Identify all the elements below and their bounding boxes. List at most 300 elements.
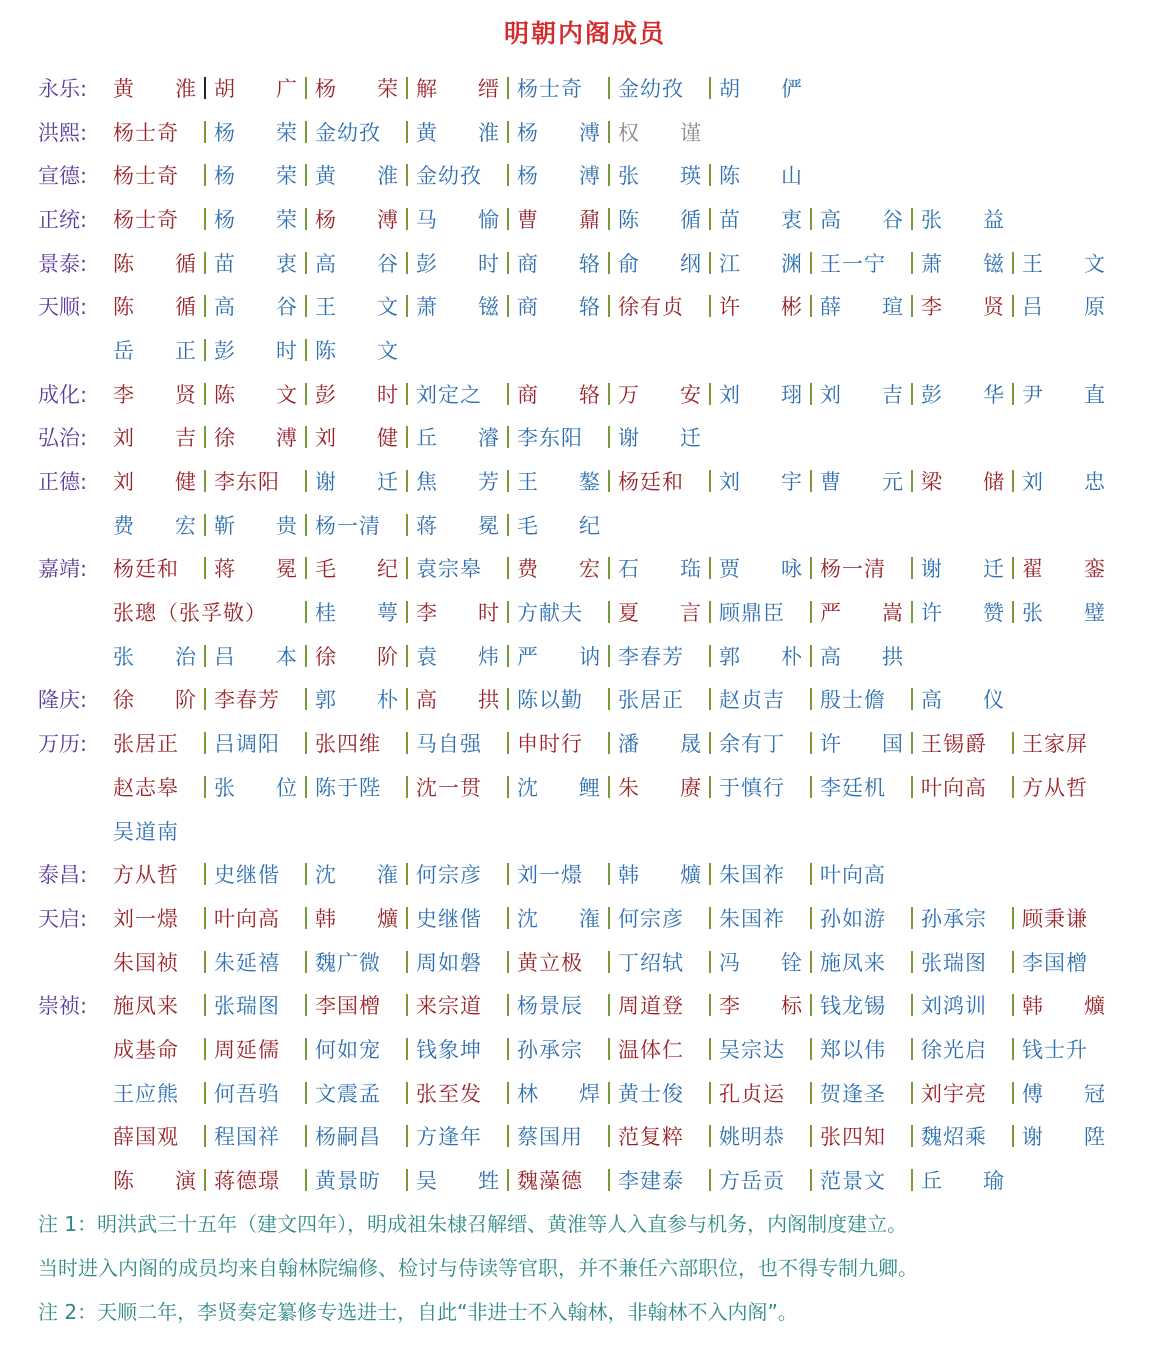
member-name: 徐 溥: [214, 426, 297, 451]
member-name: 商 辂: [517, 295, 600, 320]
member-list: [113, 422, 701, 452]
divider: [305, 426, 307, 448]
member-name: 刘宇亮: [921, 1081, 987, 1106]
divider: [507, 1125, 509, 1147]
member-list: [113, 117, 701, 147]
member-name: 李东阳: [517, 426, 583, 451]
member-name: 陈于陛: [315, 775, 381, 800]
member-name: 刘鸿训: [921, 994, 987, 1019]
member-list: [113, 990, 1105, 1020]
member-name: 施凤来: [113, 994, 179, 1019]
member-name: 袁 炜: [416, 644, 499, 669]
divider: [406, 470, 408, 492]
member-name: 许 赞: [921, 601, 1004, 626]
divider: [406, 645, 408, 667]
divider: [305, 164, 307, 186]
era-label: 弘治:: [38, 426, 88, 451]
era-label: 天启:: [38, 906, 88, 931]
divider: [810, 252, 812, 274]
member-name: 何吾驺: [214, 1081, 280, 1106]
member-name: 张 位: [214, 775, 297, 800]
member-name: 王 鏊: [517, 470, 600, 495]
divider: [1012, 1082, 1014, 1104]
member-name: 李建泰: [618, 1169, 684, 1194]
divider: [911, 732, 913, 754]
member-name: 杨嗣昌: [315, 1125, 381, 1150]
member-name: 王一宁: [820, 251, 886, 276]
member-name: 杨 溥: [517, 164, 600, 189]
member-name: 俞 纲: [618, 251, 701, 276]
divider: [608, 907, 610, 929]
member-name: 李 时: [416, 601, 499, 626]
member-name: 刘 健: [113, 470, 196, 495]
divider: [911, 1169, 913, 1191]
member-name: 刘一燝: [113, 906, 179, 931]
divider: [204, 383, 206, 405]
divider: [608, 601, 610, 623]
member-name: 孙承宗: [921, 906, 987, 931]
member-name: 谢 陞: [1022, 1125, 1105, 1150]
member-name: 黄 淮: [113, 76, 196, 101]
member-name: 李春芳: [618, 644, 684, 669]
divider: [608, 426, 610, 448]
member-list: [113, 859, 903, 889]
divider: [305, 1169, 307, 1191]
member-name: 陈 文: [214, 382, 297, 407]
member-name: 薛国观: [113, 1125, 179, 1150]
divider: [911, 601, 913, 623]
member-name: 靳 贵: [214, 513, 297, 538]
member-name: 何宗彦: [416, 863, 482, 888]
divider: [709, 208, 711, 230]
divider: [305, 951, 307, 973]
member-name: 郭 朴: [315, 688, 398, 713]
divider: [810, 645, 812, 667]
divider: [608, 121, 610, 143]
member-name: 王 文: [315, 295, 398, 320]
divider: [608, 994, 610, 1016]
divider: [709, 557, 711, 579]
divider: [608, 1125, 610, 1147]
member-name: 苗 衷: [214, 251, 297, 276]
member-name: 杨一清: [315, 513, 381, 538]
divider: [709, 1125, 711, 1147]
divider: [608, 1038, 610, 1060]
member-name: 郑以伟: [820, 1037, 886, 1062]
divider: [204, 470, 206, 492]
divider: [507, 951, 509, 973]
member-name: 杨 荣: [214, 164, 297, 189]
divider: [507, 77, 509, 99]
member-name: 刘 忠: [1022, 470, 1105, 495]
member-name: 张 瑛: [618, 164, 701, 189]
divider: [709, 383, 711, 405]
divider: [507, 1169, 509, 1191]
member-name: 马自强: [416, 732, 482, 757]
divider: [608, 645, 610, 667]
divider: [810, 907, 812, 929]
member-name: 陈 循: [618, 207, 701, 232]
divider: [305, 77, 307, 99]
divider: [810, 295, 812, 317]
member-list: [113, 1121, 1105, 1151]
member-name: 萧 镃: [416, 295, 499, 320]
era-label: 永乐:: [38, 76, 88, 101]
member-list: [113, 1034, 1105, 1064]
member-name: 方献夫: [517, 601, 583, 626]
member-name: 商 辂: [517, 251, 600, 276]
divider: [406, 951, 408, 973]
divider: [1012, 951, 1014, 973]
member-list: [113, 510, 600, 540]
divider: [608, 688, 610, 710]
divider: [911, 951, 913, 973]
divider: [1012, 557, 1014, 579]
member-list: [113, 1078, 1105, 1108]
divider: [810, 383, 812, 405]
member-name: 吕 原: [1022, 295, 1105, 320]
divider: [810, 1082, 812, 1104]
divider: [507, 776, 509, 798]
member-name: 彭 时: [214, 338, 297, 363]
member-name: 谢 迁: [618, 426, 701, 451]
member-name: 方从哲: [113, 863, 179, 888]
divider: [204, 514, 206, 536]
member-name: 万 安: [618, 382, 701, 407]
member-name: 杨士奇: [113, 164, 179, 189]
member-name: 高 谷: [820, 207, 903, 232]
member-name: 丘 瑜: [921, 1169, 1004, 1194]
member-name: 陈 循: [113, 295, 196, 320]
divider: [204, 1169, 206, 1191]
member-name: 陈 循: [113, 251, 196, 276]
member-name: 金幼孜: [416, 164, 482, 189]
member-name: 石 珤: [618, 557, 701, 582]
member-name: 焦 芳: [416, 470, 499, 495]
member-name: 周延儒: [214, 1037, 280, 1062]
note-1: 注 1：明洪武三十五年（建文四年），明成祖朱棣召解缙、黄淮等人入直参与机务，内阁制度建立。: [38, 1212, 908, 1236]
member-name: 杨士奇: [113, 120, 179, 145]
divider: [204, 1038, 206, 1060]
member-name: 殷士儋: [820, 688, 886, 713]
member-name: 韩 爌: [315, 906, 398, 931]
member-name: 严 嵩: [820, 601, 903, 626]
divider: [406, 295, 408, 317]
member-name: 高 谷: [315, 251, 398, 276]
divider: [305, 645, 307, 667]
divider: [204, 1125, 206, 1147]
member-name: 韩 爌: [618, 863, 701, 888]
divider: [1012, 252, 1014, 274]
notes-section: [38, 1202, 918, 1334]
divider: [305, 470, 307, 492]
member-name: 许 彬: [719, 295, 802, 320]
member-name: 黄景昉: [315, 1169, 381, 1194]
member-name: 张璁（张孚敬）: [113, 601, 267, 626]
member-name: 李廷机: [820, 775, 886, 800]
divider: [709, 1169, 711, 1191]
member-name: 胡 俨: [719, 76, 802, 101]
divider: [608, 951, 610, 973]
member-name: 林 焊: [517, 1081, 600, 1106]
divider: [204, 295, 206, 317]
divider: [204, 208, 206, 230]
era-label: 嘉靖:: [38, 557, 88, 582]
member-name: 杨 荣: [214, 207, 297, 232]
divider: [810, 601, 812, 623]
divider: [305, 994, 307, 1016]
divider: [810, 557, 812, 579]
member-name: 顾鼎臣: [719, 601, 785, 626]
divider: [305, 732, 307, 754]
divider: [305, 514, 307, 536]
member-name: 陈 演: [113, 1169, 196, 1194]
member-name: 马 愉: [416, 207, 499, 232]
member-list: [113, 641, 903, 671]
member-name: 方从哲: [1022, 775, 1088, 800]
member-name: 徐 阶: [113, 688, 196, 713]
member-name: 梁 储: [921, 470, 1004, 495]
divider: [406, 863, 408, 885]
member-name: 萧 镃: [921, 251, 1004, 276]
member-name: 温体仁: [618, 1037, 684, 1062]
divider: [406, 1082, 408, 1104]
member-name: 沈 鲤: [517, 775, 600, 800]
divider: [810, 1169, 812, 1191]
member-name: 孙如游: [820, 906, 886, 931]
member-name: 苗 衷: [719, 207, 802, 232]
member-name: 陈 山: [719, 164, 802, 189]
divider: [204, 339, 206, 361]
member-name: 杨士奇: [113, 207, 179, 232]
member-name: 孙承宗: [517, 1037, 583, 1062]
divider: [507, 121, 509, 143]
divider: [1012, 907, 1014, 929]
member-name: 钱士升: [1022, 1037, 1088, 1062]
divider: [608, 77, 610, 99]
member-list: [113, 73, 802, 103]
member-name: 何宗彦: [618, 906, 684, 931]
member-name: 谢 迁: [921, 557, 1004, 582]
era-label: 正德:: [38, 470, 88, 495]
divider: [507, 732, 509, 754]
member-name: 严 讷: [517, 644, 600, 669]
member-name: 钱象坤: [416, 1037, 482, 1062]
member-name: 蒋 冕: [416, 513, 499, 538]
member-name: 李 贤: [113, 382, 196, 407]
divider: [709, 776, 711, 798]
divider: [709, 951, 711, 973]
member-name: 申时行: [517, 732, 583, 757]
divider: [1012, 732, 1014, 754]
member-name: 杨士奇: [517, 76, 583, 101]
divider: [305, 121, 307, 143]
divider: [507, 1082, 509, 1104]
member-name: 王应熊: [113, 1081, 179, 1106]
member-name: 魏藻德: [517, 1169, 583, 1194]
member-name: 彭 时: [315, 382, 398, 407]
member-name: 杨廷和: [618, 470, 684, 495]
note-1-continued: 当时进入内阁的成员均来自翰林院编修、检讨与侍读等官职，并不兼任六部职位，也不得专制九卿。: [38, 1256, 918, 1280]
divider: [204, 645, 206, 667]
member-name: 赵志皋: [113, 775, 179, 800]
divider: [204, 164, 206, 186]
divider: [709, 1082, 711, 1104]
member-name: 张居正: [113, 732, 179, 757]
member-name: 余有丁: [719, 732, 785, 757]
era-label: 崇祯:: [38, 994, 88, 1019]
member-list: [113, 204, 1004, 234]
divider: [709, 77, 711, 99]
divider: [507, 1038, 509, 1060]
divider: [608, 470, 610, 492]
member-name: 朱延禧: [214, 950, 280, 975]
member-name: 高 仪: [921, 688, 1004, 713]
member-name: 黄士俊: [618, 1081, 684, 1106]
member-name: 王家屏: [1022, 732, 1088, 757]
member-name: 桂 萼: [315, 601, 398, 626]
era-label: 景泰:: [38, 251, 88, 276]
member-name: 李春芳: [214, 688, 280, 713]
member-name: 彭 华: [921, 382, 1004, 407]
member-name: 彭 时: [416, 251, 499, 276]
member-name: 沈一贯: [416, 775, 482, 800]
divider: [204, 1082, 206, 1104]
divider: [911, 470, 913, 492]
divider: [507, 514, 509, 536]
member-name: 金幼孜: [315, 120, 381, 145]
member-name: 黄立极: [517, 950, 583, 975]
divider: [406, 994, 408, 1016]
divider: [406, 1038, 408, 1060]
member-list: [113, 816, 196, 846]
divider: [204, 426, 206, 448]
divider: [911, 907, 913, 929]
divider: [911, 1125, 913, 1147]
divider: [507, 470, 509, 492]
member-name: 刘一燝: [517, 863, 583, 888]
member-name: 刘 健: [315, 426, 398, 451]
divider: [305, 557, 307, 579]
member-name: 吕调阳: [214, 732, 280, 757]
divider: [204, 688, 206, 710]
member-name: 高 谷: [214, 295, 297, 320]
member-list: [113, 160, 802, 190]
divider: [507, 994, 509, 1016]
member-name: 费 宏: [113, 513, 196, 538]
divider: [406, 383, 408, 405]
member-list: [113, 903, 1105, 933]
member-name: 权 谨: [618, 120, 701, 145]
member-name: 杨 溥: [517, 120, 600, 145]
member-name: 王锡爵: [921, 732, 987, 757]
divider: [709, 732, 711, 754]
divider: [709, 688, 711, 710]
member-name: 张至发: [416, 1081, 482, 1106]
divider: [507, 295, 509, 317]
member-name: 杨 荣: [315, 76, 398, 101]
divider: [911, 994, 913, 1016]
member-name: 金幼孜: [618, 76, 684, 101]
member-name: 钱龙锡: [820, 994, 886, 1019]
divider: [305, 907, 307, 929]
note-2: 注 2：天顺二年，李贤奏定纂修专选进士，自此“非进士不入翰林，非翰林不入内阁”。: [38, 1300, 798, 1324]
member-name: 周道登: [618, 994, 684, 1019]
divider: [810, 776, 812, 798]
divider: [305, 601, 307, 623]
member-list: [113, 1165, 1004, 1195]
divider: [204, 252, 206, 274]
divider: [507, 601, 509, 623]
divider: [406, 252, 408, 274]
divider: [810, 208, 812, 230]
member-name: 潘 晟: [618, 732, 701, 757]
member-list: [113, 947, 1105, 977]
member-name: 顾秉谦: [1022, 906, 1088, 931]
member-name: 商 辂: [517, 382, 600, 407]
divider: [305, 863, 307, 885]
member-name: 傅 冠: [1022, 1081, 1105, 1106]
divider: [204, 951, 206, 973]
era-label: 正统:: [38, 207, 88, 232]
divider: [709, 994, 711, 1016]
member-name: 文震孟: [315, 1081, 381, 1106]
divider: [507, 688, 509, 710]
divider: [204, 732, 206, 754]
member-list: [113, 553, 1105, 583]
member-name: 于慎行: [719, 775, 785, 800]
divider: [406, 601, 408, 623]
divider: [406, 208, 408, 230]
divider: [608, 1169, 610, 1191]
divider: [1012, 1125, 1014, 1147]
member-name: 吴宗达: [719, 1037, 785, 1062]
member-name: 冯 铨: [719, 950, 802, 975]
member-name: 张瑞图: [921, 950, 987, 975]
member-name: 来宗道: [416, 994, 482, 1019]
divider: [608, 208, 610, 230]
divider: [709, 295, 711, 317]
member-name: 夏 言: [618, 601, 701, 626]
member-name: 岳 正: [113, 338, 196, 363]
divider: [204, 907, 206, 929]
divider: [507, 426, 509, 448]
member-name: 周如磐: [416, 950, 482, 975]
member-name: 杨 溥: [315, 207, 398, 232]
member-name: 高 拱: [820, 644, 903, 669]
divider: [608, 164, 610, 186]
divider: [810, 1038, 812, 1060]
member-list: [113, 466, 1105, 496]
divider: [608, 1082, 610, 1104]
member-name: 刘定之: [416, 382, 482, 407]
member-name: 吕 本: [214, 644, 297, 669]
divider: [810, 1125, 812, 1147]
member-name: 黄 淮: [416, 120, 499, 145]
member-name: 杨一清: [820, 557, 886, 582]
member-name: 张 璧: [1022, 601, 1105, 626]
member-name: 高 拱: [416, 688, 499, 713]
divider: [911, 776, 913, 798]
member-name: 叶向高: [820, 863, 886, 888]
era-label: 天顺:: [38, 295, 88, 320]
divider: [305, 1082, 307, 1104]
member-name: 徐光启: [921, 1037, 987, 1062]
member-name: 杨景辰: [517, 994, 583, 1019]
divider: [305, 208, 307, 230]
member-name: 魏炤乘: [921, 1125, 987, 1150]
divider: [608, 252, 610, 274]
